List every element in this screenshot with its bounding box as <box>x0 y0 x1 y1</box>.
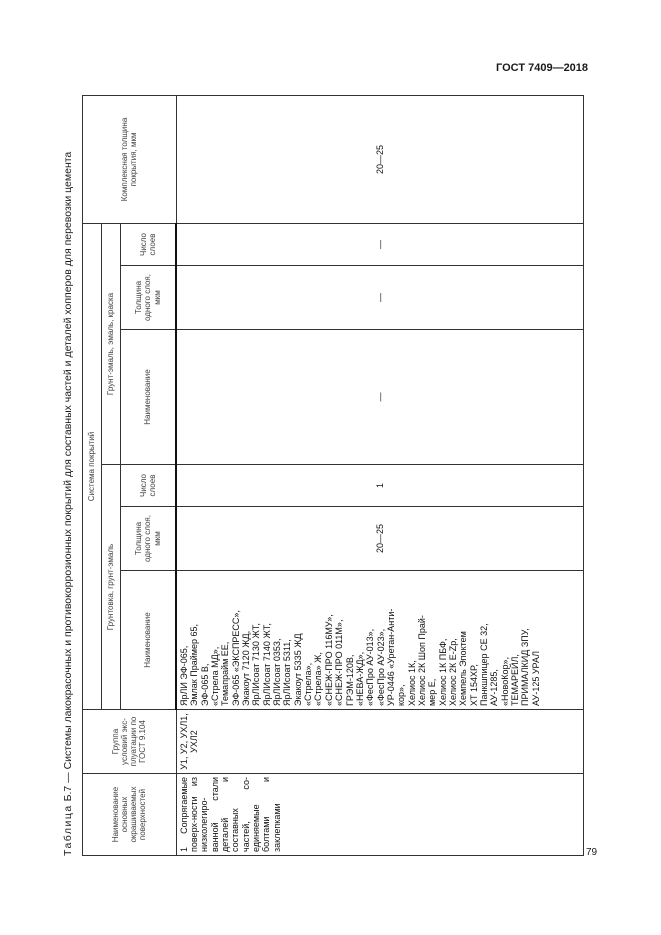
header-primer-name: Наименование <box>121 571 177 710</box>
standard-header: ГОСТ 7409—2018 <box>496 62 589 74</box>
primer-name: Экакоут 7120 ЖД, <box>241 630 252 706</box>
primer-name: «ФесПро АУ-023», <box>375 628 386 706</box>
coatings-table <box>82 95 584 856</box>
primer-name: ЭФ-065 «ЭКСПРЕСС», <box>230 610 241 706</box>
primer-name: Хелиос 1К ПБФ, <box>437 638 448 706</box>
primer-name: ЭФ-065 В, <box>199 663 210 706</box>
page-number: 79 <box>586 847 598 858</box>
cell-total: 20—25 <box>176 95 584 223</box>
header-enamel-name: Наименование <box>121 330 177 465</box>
primer-name: Хелиос 2К Е-Zр, <box>447 638 458 706</box>
cell-primer-names <box>176 571 584 710</box>
header-enamel-group: Грунт-эмаль, эмаль, краска <box>102 223 121 464</box>
cell-enamel-thickness: — <box>176 266 584 330</box>
primer-name: ТЕМАРЕЙЛ, <box>510 654 520 706</box>
primer-name: АУ-125 УРАЛ <box>530 650 541 706</box>
primer-name: «Стрела» Ж, <box>313 652 324 706</box>
primer-name: ЯрЛИсоат 0353, <box>272 638 283 706</box>
primer-name: Хелиос 1К, <box>406 660 417 706</box>
header-row-1 <box>83 95 102 855</box>
header-primer-layers: Число слоев <box>121 465 177 507</box>
rotated-table-block <box>62 96 602 856</box>
primer-name: «СНЕЖ-ПРО 116МУ», <box>323 614 334 706</box>
primer-name: УР-0446 «Уретан-Анти- <box>385 608 396 706</box>
header-primer-group: Грунтовка, грунт-эмаль <box>102 465 121 710</box>
primer-name: кор», <box>396 684 407 706</box>
primer-name: ГРЭМ-120В, <box>344 654 355 706</box>
primer-name: АУ-1285, <box>489 669 500 706</box>
primer-name: «Стрела», <box>303 662 314 706</box>
primer-name: «Стрела МД», <box>210 646 221 706</box>
header-enamel-thickness: Толщина одного слоя, мкм <box>121 266 177 330</box>
primer-name: «НовоКор», <box>499 657 510 706</box>
primer-name: Хелиос 2К Шоп Прай- <box>416 615 427 706</box>
cell-primer-thickness: 20—25 <box>176 507 584 571</box>
header-enamel-layers: Число слоев <box>121 223 177 265</box>
header-total: Комплексная толщина покрытия, мкм <box>83 95 177 223</box>
cell-surface: 1 Сопрягаемые поверх-ности из низколегиро-ванной стали деталей и составных частей, со-единяемые болтами и заклепками <box>176 774 584 856</box>
cell-enamel-layers: — <box>176 223 584 265</box>
caption-label: Таблица <box>62 804 74 856</box>
primer-name: Эмлак Праймер 65, <box>189 624 200 706</box>
cell-primer-layers: 1 <box>176 465 584 507</box>
primer-name: «ФесПро АУ-013», <box>365 628 376 706</box>
primer-name: ПРИМАЛКИД ЗПУ, <box>520 628 531 706</box>
header-system: Система покрытий <box>83 223 102 709</box>
cell-enamel-name: — <box>176 330 584 465</box>
primer-name: мер Е, <box>427 678 438 706</box>
primer-name: Темапрайм ЕЕ, <box>220 641 231 706</box>
table-row <box>176 95 584 855</box>
primer-name: ЯрЛИ ЭФ-065, <box>179 645 189 706</box>
primer-name: ЯрЛИсоат 7140 ЖТ, <box>261 623 272 706</box>
primer-name: «СНЕЖ-ПРО 011М», <box>334 619 345 706</box>
header-conditions: Группа условий экс-плуатации по ГОСТ 9.104 <box>83 710 177 774</box>
primer-name: ХТ 154ХР, <box>468 664 479 706</box>
primer-name: Панкшпицер СЕ 32, <box>478 623 489 706</box>
primer-name: ЯрЛИсоат 7130 ЖТ, <box>251 623 262 706</box>
header-primer-thickness: Толщина одного слоя, мкм <box>121 507 177 571</box>
table-caption <box>62 96 74 856</box>
primer-name: Хемпель Эпоктем <box>458 631 469 706</box>
caption-text: Б.7 — Системы лакокрасочных и противокоррозионных покрытий для составных частей и деталей хопперов для перевозки цемента <box>62 151 74 805</box>
cell-conditions: У1, У2, УХЛ1, УХЛ2 <box>176 710 584 774</box>
header-surfaces: Наименование основных окрашиваемых поверхностей <box>83 774 177 856</box>
primer-name: Экакоут 5335 ЖД <box>292 633 303 706</box>
primer-name: «НЕВА-ЖД», <box>354 651 365 706</box>
primer-name: ЯрЛИсоат 5311, <box>282 639 293 706</box>
